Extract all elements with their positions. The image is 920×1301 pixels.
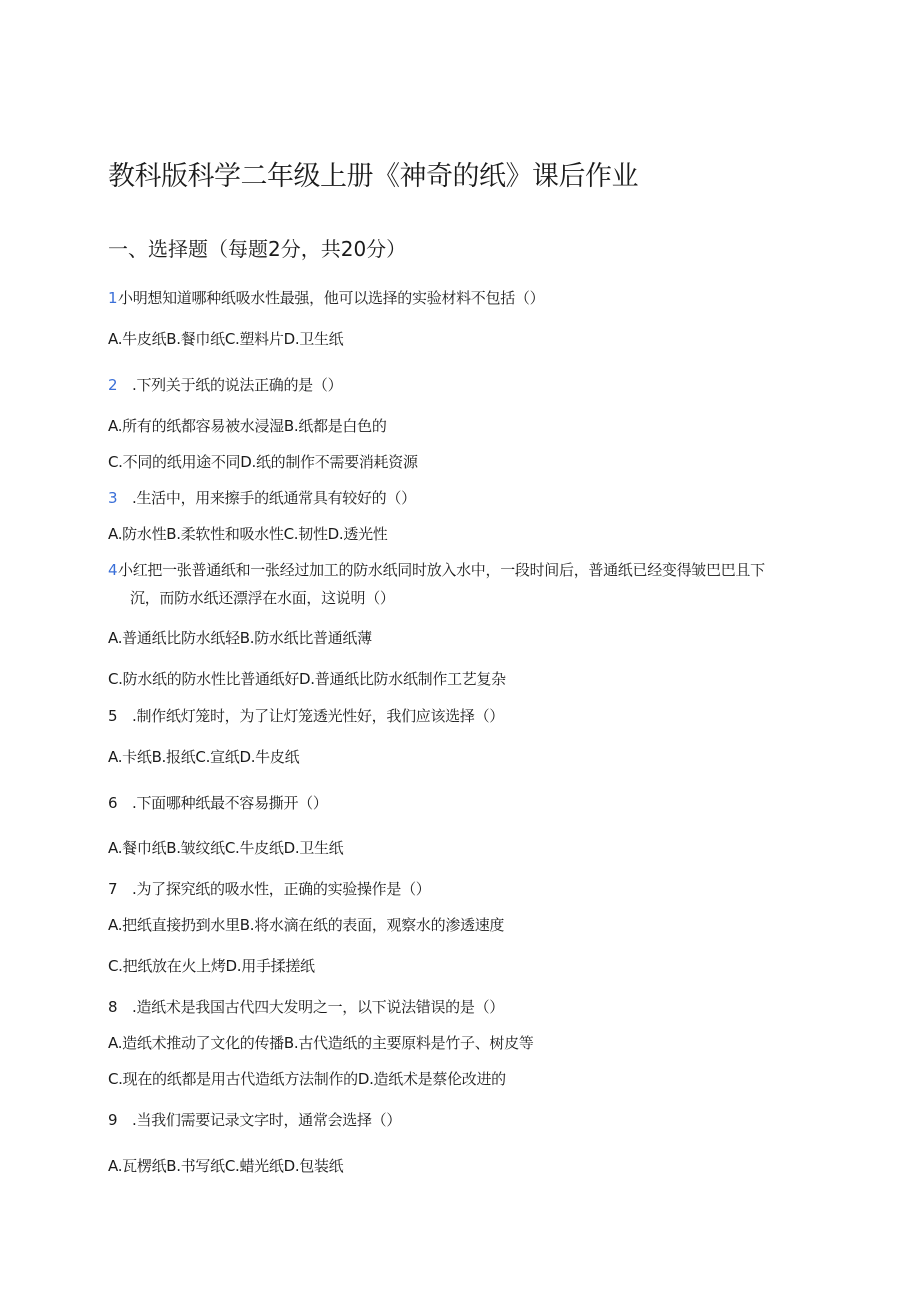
question-5 xyxy=(108,705,504,726)
question-text: .下列关于纸的说法正确的是（） xyxy=(132,376,343,394)
question-number: 9 xyxy=(108,1111,118,1129)
question-4-options-2: C.防水纸的防水性比普通纸好D.普通纸比防水纸制作工艺复杂 xyxy=(108,670,506,688)
question-2-options-1: A.所有的纸都容易被水浸湿B.纸都是白色的 xyxy=(108,417,387,435)
question-3 xyxy=(108,487,416,508)
question-text: 小明想知道哪种纸吸水性最强，他可以选择的实验材料不包括（） xyxy=(118,289,545,307)
question-6-options: A.餐巾纸B.皱纹纸C.牛皮纸D.卫生纸 xyxy=(108,839,344,857)
question-3-options: A.防水性B.柔软性和吸水性C.韧性D.透光性 xyxy=(108,525,388,543)
document-title: 教科版科学二年级上册《神奇的纸》课后作业 xyxy=(108,161,638,192)
question-text: .制作纸灯笼时，为了让灯笼透光性好，我们应该选择（） xyxy=(132,707,504,725)
question-7 xyxy=(108,878,430,899)
question-text: .造纸术是我国古代四大发明之一，以下说法错误的是（） xyxy=(132,998,504,1016)
question-4 xyxy=(108,559,765,580)
question-8-options-2: C.现在的纸都是用古代造纸方法制作的D.造纸术是蔡伦改进的 xyxy=(108,1070,506,1088)
question-1-options: A.牛皮纸B.餐巾纸C.塑料片D.卫生纸 xyxy=(108,330,344,348)
question-text: .下面哪种纸最不容易撕开（） xyxy=(132,794,328,812)
question-4-continued: 沉，而防水纸还漂浮在水面，这说明（） xyxy=(130,589,395,607)
question-text: .当我们需要记录文字时，通常会选择（） xyxy=(132,1111,402,1129)
question-1 xyxy=(108,287,544,308)
question-9-options: A.瓦楞纸B.书写纸C.蜡光纸D.包装纸 xyxy=(108,1157,344,1175)
question-8-options-1: A.造纸术推动了文化的传播B.古代造纸的主要原料是竹子、树皮等 xyxy=(108,1034,534,1052)
question-2 xyxy=(108,374,342,395)
question-number: 6 xyxy=(108,794,118,812)
section-heading: 一、选择题（每题2分，共20分） xyxy=(108,237,407,261)
question-2-options-2: C.不同的纸用途不同D.纸的制作不需要消耗资源 xyxy=(108,453,418,471)
question-8 xyxy=(108,996,504,1017)
question-7-options-2: C.把纸放在火上烤D.用手揉搓纸 xyxy=(108,957,315,975)
question-7-options-1: A.把纸直接扔到水里B.将水滴在纸的表面，观察水的渗透速度 xyxy=(108,916,505,934)
question-5-options: A.卡纸B.报纸C.宣纸D.牛皮纸 xyxy=(108,748,300,766)
question-number: 4 xyxy=(108,561,118,579)
question-number: 5 xyxy=(108,707,118,725)
question-number: 3 xyxy=(108,489,118,507)
question-number: 1 xyxy=(108,289,118,307)
question-number: 2 xyxy=(108,376,118,394)
question-6 xyxy=(108,792,328,813)
question-number: 7 xyxy=(108,880,118,898)
question-text: .生活中，用来擦手的纸通常具有较好的（） xyxy=(132,489,416,507)
question-text: 小红把一张普通纸和一张经过加工的防水纸同时放入水中，一段时间后，普通纸已经变得皱巴巴且下 xyxy=(118,561,765,579)
question-4-options-1: A.普通纸比防水纸轻B.防水纸比普通纸薄 xyxy=(108,629,372,647)
question-number: 8 xyxy=(108,998,118,1016)
question-text: .为了探究纸的吸水性，正确的实验操作是（） xyxy=(132,880,431,898)
question-9 xyxy=(108,1109,401,1130)
